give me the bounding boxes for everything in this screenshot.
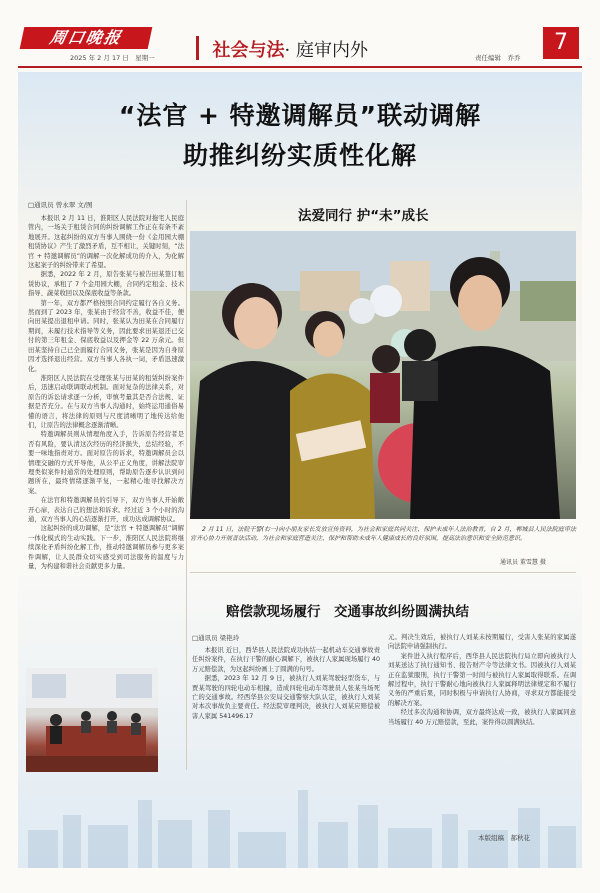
article1-paragraph: 本报讯 2 月 11 日，淮阳区人民法院对拖宅人民庭管内，一场关于租赁合同的纠纷调解工作正在有条不紊地展开。这起纠纷的双方当事人围绕一份《金用园大棚租赁协议》产生了激烈矛盾，互不相让，关键时刻，“法官 + 特邀调解员”的调解一次化解成功的介入，为化解这起案子的纠纷带来了希望。 [28, 215, 184, 270]
article1-paragraph: 第一年，双方都严格按照合同约定履行各自义务。然而到了 2023 年，张某由于经营不善，收益不佳，便向田某提出退租申请。同时，张某认为田某在合同履行期间，未履行技术指导等义务，因此要求田某退还已交付的第三年租金、保底收益以及押金等 22 万余元。但田某坚持自己已全面履行合同义务，张某是因为自身原因才选择退出经营。双方当事人各执一词，矛盾迅速激化。 [28, 299, 184, 373]
section-name: 社会与法 [212, 40, 285, 61]
photo-caption: 2 月 11 日，法院干警(右一)向小朋友家长发放宣传资料，为社会和家庭共同关注、保护未成年人法治教育，自 2 月，郸城县人民法院庭审法官齐心协力开展普法活动，为社会和家庭营造关注、保护和帮助未成年人健康成长的良好氛围，提高法治意识和安全防范意识。 [190, 526, 576, 542]
article2-paragraph: 据悉，2023 年 12 月 9 日，被执行人刘某驾驶轻型货车，与贾某驾驶的四轮电动车相撞，造成四轮电动车驾驶员人张某当场死亡的交通事故。经西华县公安局交通警察大队认定，被执行人刘某对本次事故负主要责任。经法院审理判决，被执行人刘某应赔偿被害人家属 541496.17 [192, 675, 380, 720]
article2-byline: □通讯员 梁艳玲 [192, 634, 240, 642]
article1-paragraph: 这起纠纷的成功调解，是“法官 + 特邀调解员”调解一体化模式的生动实践。下一步，淮阳区人民法院将继续深化矛盾纠纷化解工作，推动特邀调解员参与更多案件调解，让人民群众切实感受到司法服务的温度与力量，为构建和谐社会贡献更多力量。 [28, 525, 184, 571]
main-headline-line2: 助推纠纷实质性化解 [182, 141, 417, 170]
photo-credit: 通讯员 董雪慧 摄 [500, 559, 546, 566]
newspaper-logo: 周口晚报 [20, 27, 153, 49]
page-number: 7 [543, 27, 579, 59]
outreach-scene-illustration [190, 231, 576, 519]
section-divider-line [190, 572, 576, 573]
article1-body [28, 214, 184, 660]
section-divider [196, 36, 199, 60]
article1-paragraph: 据悉，2022 年 2 月，原告张某与被告田某签订租赁协议，承租了 7 个金用园大棚，合同约定租金、技术指导、蔬菜收回以及保底收益等条款。 [28, 271, 184, 298]
article2-paragraph: 元。判决生效后，被执行人刘某未按期履行，受害人张某的家属遂向法院申请强制执行。 [388, 634, 576, 651]
responsible-editor: 责任编辑 乔乔 [475, 54, 521, 62]
article1-paragraph: 在法官和特邀调解员的引导下，双方当事人开始敞开心扉，表达自己的想法和诉求。经过近 3 个小时的沟通，双方当事人的心结逐渐打开，成功达成调解协议。 [28, 497, 184, 523]
masthead [0, 0, 600, 68]
article1-byline: □通讯员 曾永翠 文/图 [28, 201, 93, 209]
outreach-event-photo [190, 231, 576, 519]
layout-credit: 本版组稿 郝秋花 [478, 834, 530, 842]
article2-column1 [192, 646, 380, 764]
article2-paragraph: 案件进入执行程序后，西华县人民法院执行局立即向被执行人刘某送达了执行通知书、报告财产令等法律文书。因被执行人刘某正在监狱服刑，执行干警第一时间与被执行人家属取得联系。在调解过程中，执行干警耐心地向被执行人家属释明法律规定和不履行义务的严重后果，同时积极与申请执行人协商，寻求双方都能接受的解决方案。 [388, 652, 576, 707]
article2-subhead: 赔偿款现场履行 交通事故纠纷圆满执结 [226, 604, 469, 620]
section-subname: · 庭审内外 [284, 40, 368, 61]
dateline: 2025 年 2 月 17 日 星期一 [70, 54, 155, 62]
article1-paragraph: 特邀调解员则从情理角度入手，告诉原告经营者是否有风险，要认清这次经历的经济损失，总结经验，不要一味地指责对方。面对原告的诉求，特邀调解员会以情理交融的方式开导他，从公平正义角度，讲解法院审理类似案件时通常的处理原则，帮助原告逐步认识到问题所在，最终情绪逐渐平复，一起精心地寻找解决方案。 [28, 431, 184, 495]
article2-paragraph: 本报讯 近日，西华县人民法院成功执结一起机动车交通事故责任纠纷案件，在执行干警的耐心调解下，被执行人家属现场履行 40 万元赔偿款，为这起纠纷画上了圆满的句号。 [192, 647, 380, 673]
header-rule [18, 66, 582, 68]
column-divider [186, 200, 187, 770]
article1-paragraph: 淮阳区人民法院在受理张某与田某的租赁纠纷案件后，迅速启动联调联动机制。面对复杂的法律关系，对原告的诉讼请求逐一分析，审慎考量其是否合法规、证据是否充分。在与双方当事人沟通时，始终运用通俗易懂的语言，将法律的原则与尺度清晰明了地传达给他们，让原告的法律概念逐渐清晰。 [28, 374, 184, 429]
mediation-meeting-photo [26, 668, 158, 772]
section-title [200, 36, 368, 62]
article2-paragraph: 经过多次沟通和协调，双方最终达成一致，被执行人家属同意当场履行 40 万元赔偿款，至此，案件得以圆满执结。 [388, 709, 576, 726]
meeting-scene-illustration [26, 668, 158, 772]
city-skyline-illustration [18, 770, 582, 868]
main-headline-line1: “法官 + 特邀调解员”联动调解 [118, 101, 482, 130]
feature-subhead: 法爱同行 护“未”成长 [298, 208, 429, 224]
article2-column2 [388, 633, 576, 767]
